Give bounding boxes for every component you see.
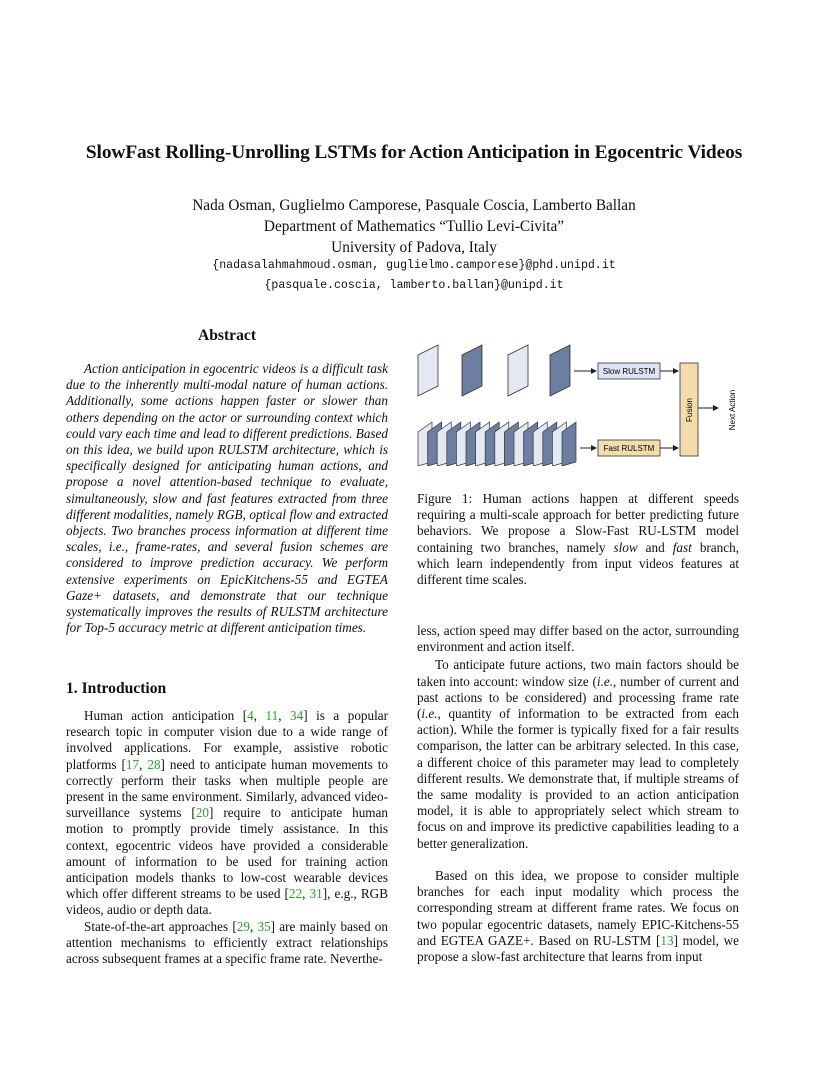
slow-frame — [418, 345, 438, 396]
abstract-text — [66, 361, 388, 636]
abstract-heading: Abstract — [197, 327, 257, 344]
intro-text — [66, 708, 388, 967]
author-names: Nada Osman, Guglielmo Camporese, Pasquale Coscia, Lamberto Ballan — [192, 197, 636, 214]
next-action-label: Next Action — [728, 389, 737, 431]
slow-frame — [462, 345, 482, 396]
citation-link[interactable]: 20 — [195, 805, 209, 821]
citation-link[interactable]: 17 — [125, 756, 140, 772]
figure-caption — [417, 491, 739, 588]
author-emails — [0, 256, 828, 295]
citation-link[interactable]: 34 — [290, 708, 304, 723]
university: University of Padova, Italy — [331, 239, 497, 256]
intro-paragraph-1: Human action anticipation [4, 11, 34] is a popular research topic in computer vision due to a wide range of involved applications. For example, assistive robotic platforms [17, 28] need to anticipate human movements to correctly perform their tasks when multiple people are present in the same environment. Similarly, advanced video-surveillance systems [20] require to anticipate human motion to promptly provide timely assistance. In this context, egocentric videos have provided a considerable amount of information to be used for training action anticipation models thanks to low-cost wearable devices which offer different streams to be used [22, 31], e.g., RGB videos, audio or depth data. — [66, 708, 389, 918]
fast-frames — [418, 422, 576, 466]
citation-link[interactable]: 28 — [147, 756, 161, 772]
caption-text: Figure 1: Human actions happen at different speeds requiring a multi-scale approach for better predicting future behaviors. We propose a Slow-Fast RU-LSTM model containing two branches, namely slow and fast branch, which learn independently from input videos features at different time scales. — [417, 491, 739, 588]
slow-frame — [508, 345, 528, 396]
fusion-label: Fusion — [685, 397, 694, 423]
citation-link[interactable]: 4 — [247, 708, 254, 723]
email-line-1: {nadasalahmahmoud.osman, guglielmo.camporese}@phd.unipd.it — [212, 259, 616, 272]
right-column-text-2 — [417, 868, 739, 965]
citation-link[interactable]: 11 — [265, 708, 279, 723]
department: Department of Mathematics “Tullio Levi-Civita” — [263, 218, 565, 235]
paper-title: SlowFast Rolling-Unrolling LSTMs for Action Anticipation in Egocentric Videos — [85, 142, 743, 163]
slow-frame — [550, 345, 570, 396]
email-line-2: {pasquale.coscia, lamberto.ballan}@unipd.it — [264, 278, 564, 292]
right-column-text — [417, 623, 739, 852]
right-paragraph-2: To anticipate future actions, two main factors should be taken into account: window size (i.e., number of current and past actions to be considered) and processing frame rate (i.e., quantity of information to be extracted from each action). While the former is typically fixed for a fair results comparison, the latter can be arbitrary selected. In this case, a different choice of this parameter may lead to completely different results. We demonstrate that, if multiple streams of the same modality is provided to an action anticipation model, it is able to appropriately select which stream to focus on and improve its predictive capabilities leading to a better generalization. — [417, 657, 739, 851]
citation-link[interactable]: 22 — [288, 886, 303, 902]
citation-link[interactable]: 35 — [257, 918, 271, 934]
citation-link[interactable]: 31 — [309, 886, 323, 902]
intro-paragraph-2: State-of-the-art approaches [29, 35] are mainly based on attention mechanisms to efficiently extract relationships across subsequent frames at a specific frame rate. Neverthe- — [66, 918, 388, 967]
abstract-paragraph: Action anticipation in egocentric videos is a difficult task due to the inherently multi-modal nature of human actions. Additionally, some actions happen faster or slower than others depending on the actor or surrounding context which could vary each time and lead to different predictions. Based on this idea, we build upon RULSTM architecture, which is specifically designed for anticipating human actions, and propose a novel attention-based technique to evaluate, simultaneously, slow and fast features extracted from three different modalities, namely RGB, optical flow and extracted objects. Two branches process information at different time scales, i.e., frame-rates, and several fusion schemes are considered to improve prediction accuracy. We perform extensive experiments on EpicKitchens-55 and EGTEA Gaze+ datasets, and demonstrate that our technique systematically improves the results of RULSTM architecture for Top-5 accuracy metric at different anticipation times. — [66, 361, 388, 636]
citation-link[interactable]: 13 — [660, 932, 674, 948]
figure-1-diagram — [412, 338, 744, 466]
intro-heading: 1. Introduction — [66, 680, 167, 697]
right-paragraph-1: less, action speed may differ based on the actor, surrounding environment and action itself. — [417, 623, 739, 655]
slow-rulstm-label: Slow RULSTM — [602, 367, 656, 376]
citation-link[interactable]: 29 — [236, 918, 250, 934]
author-block — [0, 195, 828, 258]
slow-frames — [418, 345, 570, 396]
fast-rulstm-label: Fast RULSTM — [603, 444, 655, 453]
right-paragraph-3: Based on this idea, we propose to consider multiple branches for each input modality which process the corresponding stream at different frame rates. We focus on two popular egocentric datasets, namely EPIC-Kitchens-55 and EGTEA GAZE+. Based on RU-LSTM [13] model, we propose a slow-fast architecture that learns from input — [417, 868, 740, 965]
